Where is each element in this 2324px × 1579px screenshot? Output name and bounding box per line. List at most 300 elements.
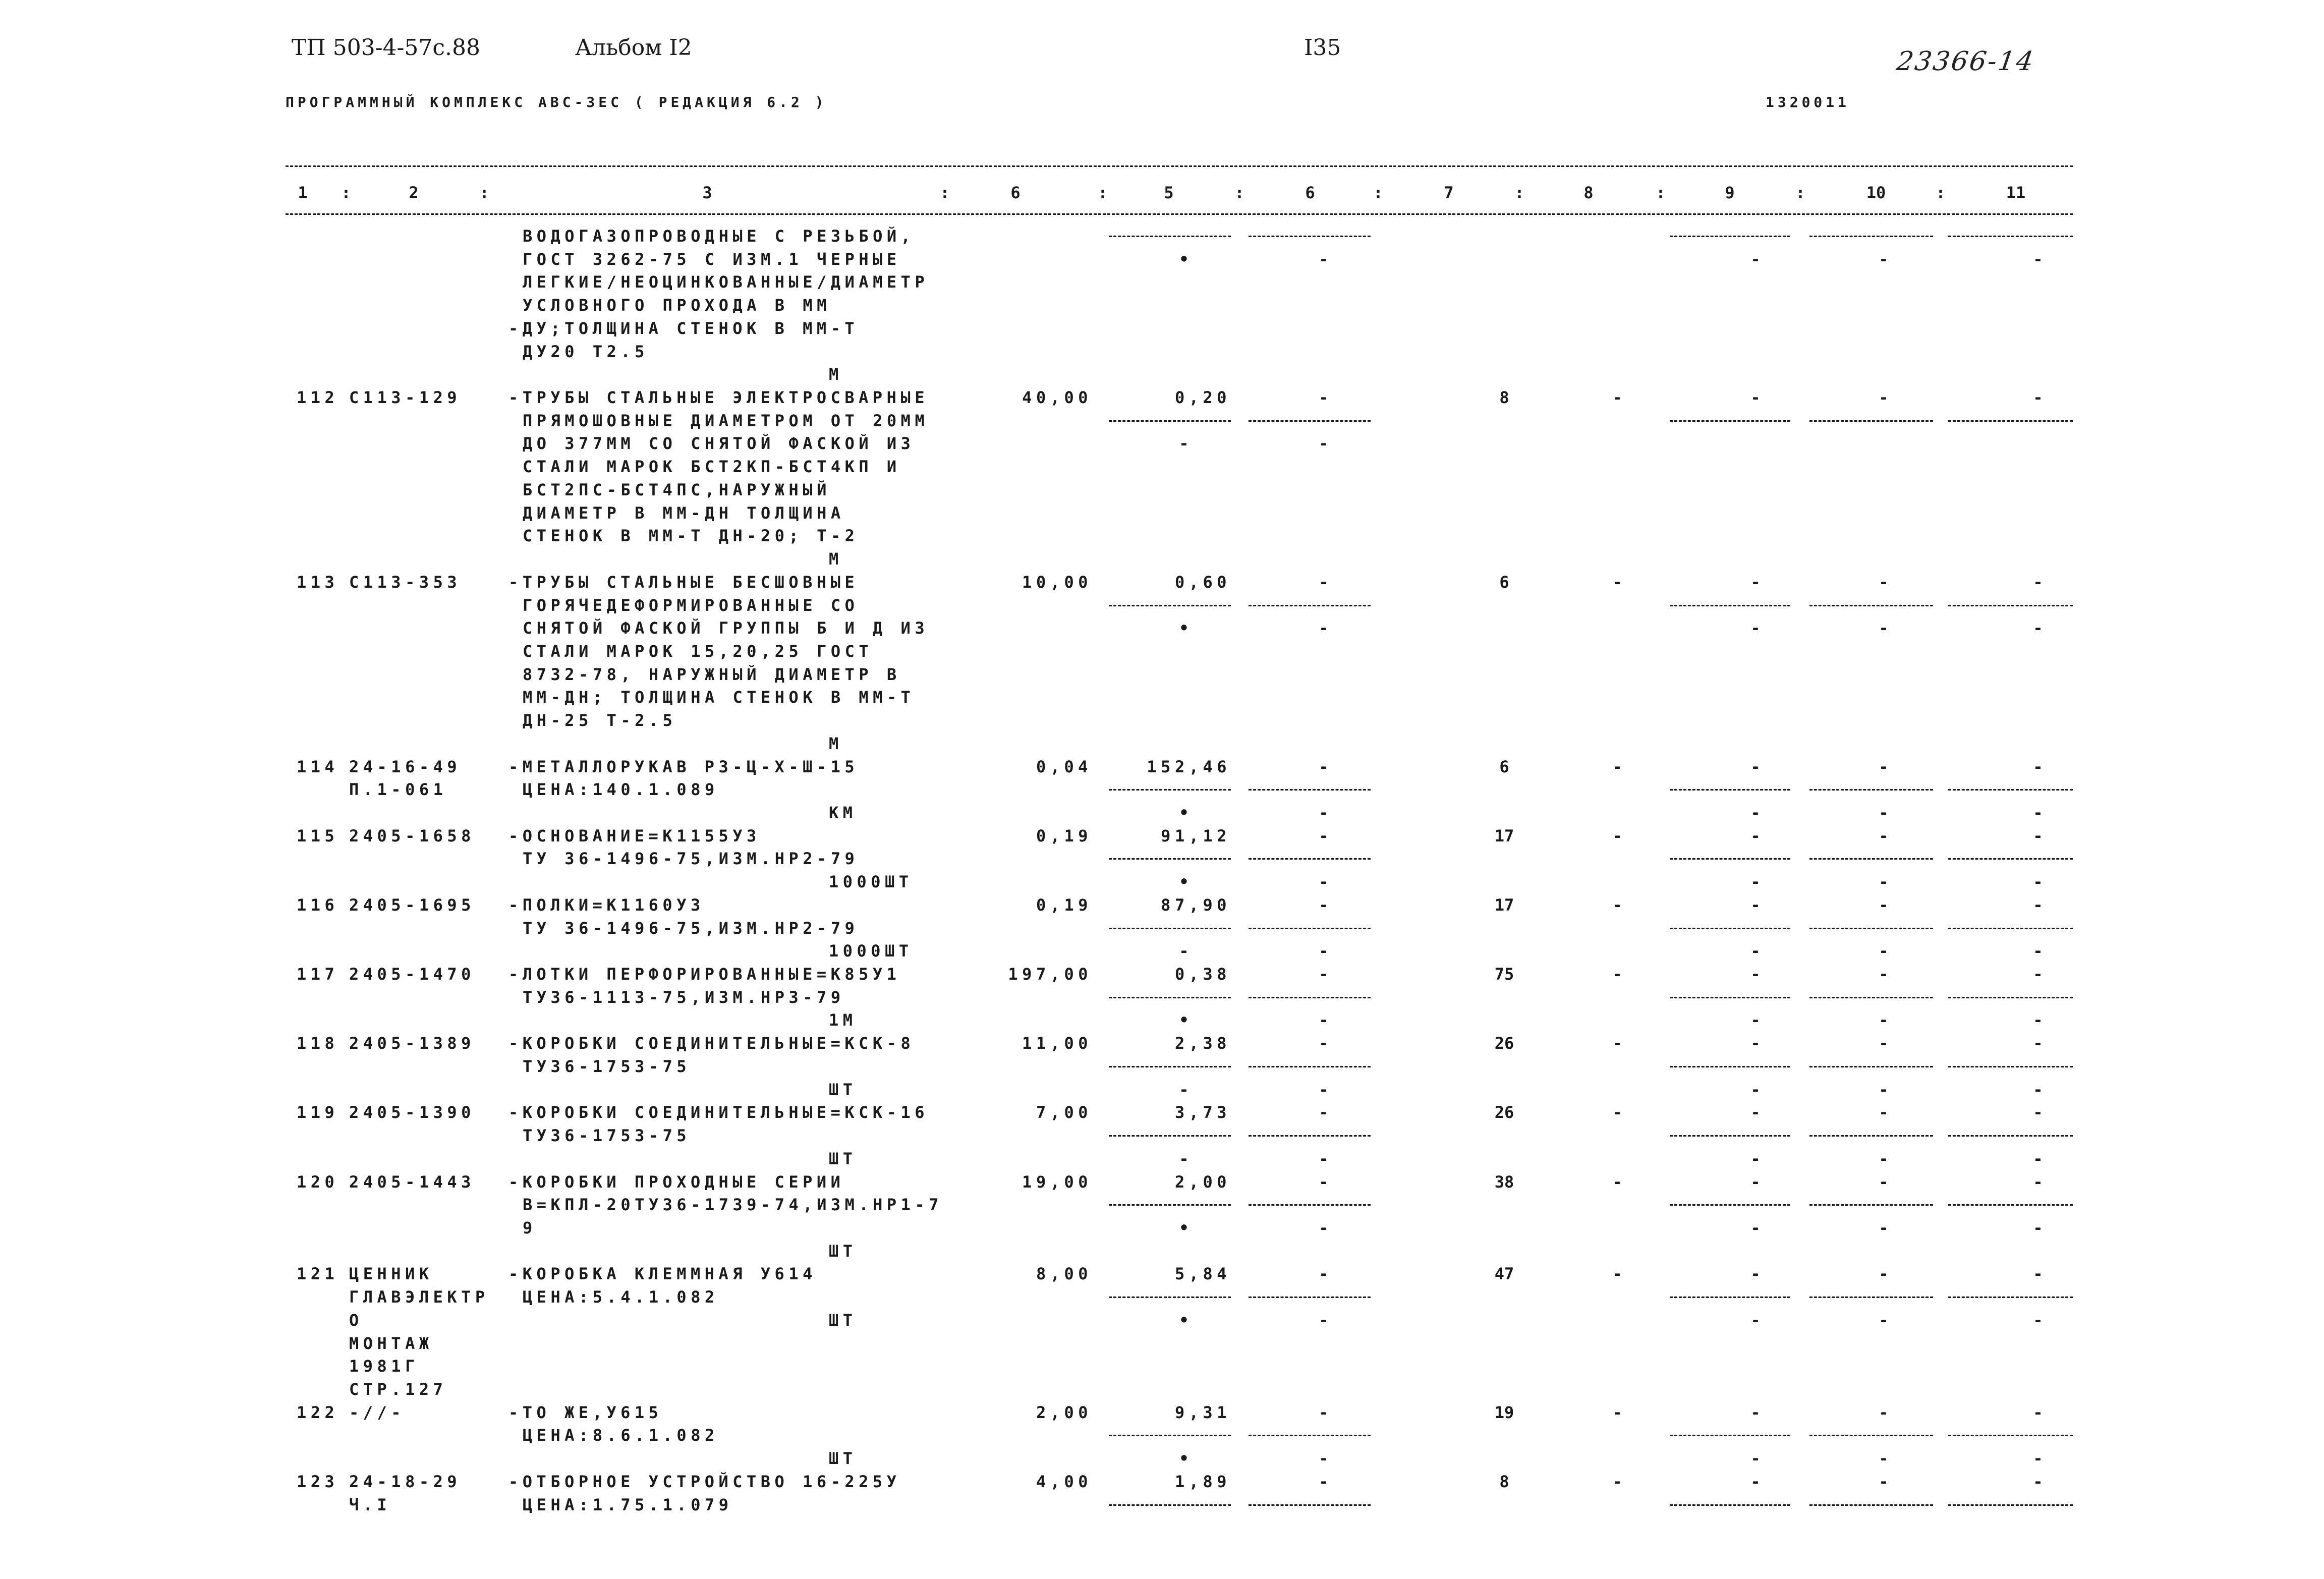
col12-cell: - bbox=[2033, 1149, 2043, 1168]
item-code: С113-129 bbox=[349, 388, 462, 408]
col6-cell: - bbox=[1319, 1034, 1329, 1053]
col9-cell: - bbox=[1612, 1034, 1622, 1053]
col11-cell: - bbox=[1879, 1010, 1889, 1030]
col11-cell: - bbox=[1879, 1034, 1889, 1053]
col12-cell: - bbox=[2033, 388, 2043, 408]
col10-cell: - bbox=[1750, 249, 1761, 269]
col11-cell: - bbox=[1879, 757, 1889, 776]
item-description: БСТ2ПС-БСТ4ПС,НАРУЖНЫЙ bbox=[523, 480, 831, 499]
item-description: -КОРОБКИ ПРОХОДНЫЕ СЕРИИ bbox=[508, 1172, 845, 1192]
dashed-separator bbox=[1809, 858, 1933, 860]
unit-of-measure: ШТ bbox=[829, 1080, 857, 1099]
dashed-separator bbox=[1948, 1296, 2073, 1298]
item-description: СТЕНОК В ММ-Т ДН-20; Т-2 bbox=[523, 526, 859, 546]
unit-of-measure: ШТ bbox=[829, 1149, 857, 1168]
col12-cell: - bbox=[2033, 895, 2043, 915]
dashed-separator bbox=[1109, 1435, 1231, 1436]
item-description: ПРЯМОШОВНЫЕ ДИАМЕТРОМ ОТ 20ММ bbox=[523, 411, 929, 430]
col8-cell: 75 bbox=[1494, 965, 1514, 984]
dashed-separator bbox=[1670, 1066, 1790, 1067]
item-code: СТР.127 bbox=[349, 1380, 447, 1399]
item-description: ТУ 36-1496-75,ИЗМ.НР2-79 bbox=[523, 918, 859, 938]
dashed-separator bbox=[1670, 420, 1790, 422]
dashed-separator bbox=[1109, 236, 1231, 237]
col10-cell: - bbox=[1750, 1103, 1761, 1122]
column-header-7: 7 bbox=[1444, 183, 1454, 202]
item-code: ГЛАВЭЛЕКТР bbox=[349, 1287, 489, 1307]
col5-marker: • bbox=[1179, 1310, 1189, 1330]
col5-marker: • bbox=[1179, 249, 1189, 269]
col8-cell: 19 bbox=[1494, 1402, 1514, 1422]
col10-cell: - bbox=[1750, 757, 1761, 776]
col9-cell: - bbox=[1612, 826, 1622, 845]
quantity-cell: 8,00 bbox=[1036, 1264, 1092, 1284]
col11-cell: - bbox=[1879, 803, 1889, 822]
col11-cell: - bbox=[1879, 826, 1889, 845]
dashed-separator bbox=[1948, 928, 2073, 929]
dashed-separator bbox=[1948, 1066, 2073, 1067]
item-description: -ОСНОВАНИЕ=К1155У3 bbox=[508, 826, 761, 845]
col12-cell: - bbox=[2033, 757, 2043, 776]
column-separator: : bbox=[1936, 183, 1946, 202]
dashed-separator bbox=[1948, 236, 2073, 237]
col6-cell: - bbox=[1319, 1402, 1329, 1422]
col11-cell: - bbox=[1879, 1172, 1889, 1192]
col5-marker: - bbox=[1179, 941, 1189, 961]
item-number: 121 bbox=[297, 1264, 339, 1284]
item-code: С113-353 bbox=[349, 572, 462, 592]
col12-cell: - bbox=[2033, 1034, 2043, 1053]
col6-cell: - bbox=[1319, 249, 1329, 269]
col10-cell: - bbox=[1750, 1218, 1761, 1237]
price-cell: 152,46 bbox=[1147, 757, 1231, 776]
col12-cell: - bbox=[2033, 572, 2043, 592]
column-separator: : bbox=[1373, 183, 1383, 202]
item-description: -КОРОБКИ СОЕДИНИТЕЛЬНЫЕ=КСК-16 bbox=[508, 1103, 929, 1122]
item-description: ДИАМЕТР В ММ-ДН ТОЛЩИНА bbox=[523, 503, 845, 523]
dashed-separator bbox=[1109, 1504, 1231, 1506]
dashed-separator bbox=[1249, 1435, 1371, 1436]
col12-cell: - bbox=[2033, 965, 2043, 984]
dashed-separator bbox=[1109, 997, 1231, 998]
item-description: СНЯТОЙ ФАСКОЙ ГРУППЫ Б И Д ИЗ bbox=[523, 618, 929, 638]
price-cell: 5,84 bbox=[1174, 1264, 1231, 1284]
quantity-cell: 0,19 bbox=[1036, 895, 1092, 915]
item-description: ТУ36-1753-75 bbox=[523, 1126, 691, 1146]
col10-cell: - bbox=[1750, 826, 1761, 845]
col12-cell: - bbox=[2033, 1264, 2043, 1284]
col12-cell: - bbox=[2033, 1103, 2043, 1122]
col11-cell: - bbox=[1879, 618, 1889, 638]
dashed-separator bbox=[1670, 928, 1790, 929]
item-code: 2405-1390 bbox=[349, 1103, 475, 1122]
item-number: 117 bbox=[297, 965, 339, 984]
col9-cell: - bbox=[1612, 1103, 1622, 1122]
dashed-separator bbox=[1109, 1135, 1231, 1137]
item-number: 113 bbox=[297, 572, 339, 592]
item-description: -ТО ЖЕ,У615 bbox=[508, 1402, 663, 1422]
quantity-cell: 197,00 bbox=[1008, 965, 1092, 984]
quantity-cell: 7,00 bbox=[1036, 1103, 1092, 1122]
col6-cell: - bbox=[1319, 1472, 1329, 1491]
col6-cell: - bbox=[1319, 803, 1329, 822]
dashed-separator bbox=[1809, 605, 1933, 606]
item-code: МОНТАЖ bbox=[349, 1333, 433, 1353]
col5-marker: • bbox=[1179, 1010, 1189, 1030]
price-cell: 1,89 bbox=[1174, 1472, 1231, 1491]
col6-cell: - bbox=[1319, 965, 1329, 984]
col12-cell: - bbox=[2033, 1218, 2043, 1237]
col8-cell: 8 bbox=[1499, 1472, 1509, 1491]
col11-cell: - bbox=[1879, 965, 1889, 984]
item-description: ДН-25 Т-2.5 bbox=[523, 711, 677, 730]
col5-marker: • bbox=[1179, 1449, 1189, 1469]
item-description: -ОТБОРНОЕ УСТРОЙСТВО 16-225У bbox=[508, 1472, 901, 1491]
column-header-5: 5 bbox=[1164, 183, 1174, 202]
item-code: 24-16-49 bbox=[349, 757, 462, 776]
dashed-separator bbox=[1809, 420, 1933, 422]
item-number: 120 bbox=[297, 1172, 339, 1192]
col12-cell: - bbox=[2033, 803, 2043, 822]
dashed-separator bbox=[1109, 858, 1231, 860]
dashed-separator bbox=[1109, 420, 1231, 422]
item-description: В=КПЛ-20ТУ36-1739-74,ИЗМ.НР1-7 bbox=[523, 1195, 943, 1215]
col6-cell: - bbox=[1319, 572, 1329, 592]
column-header-11: 11 bbox=[2006, 183, 2026, 202]
col9-cell: - bbox=[1612, 757, 1622, 776]
dashed-separator bbox=[1249, 997, 1371, 998]
item-description: УСЛОВНОГО ПРОХОДА В ММ bbox=[523, 296, 831, 315]
col5-marker: - bbox=[1179, 1149, 1189, 1168]
dashed-separator bbox=[1670, 1435, 1790, 1436]
col11-cell: - bbox=[1879, 941, 1889, 961]
handwritten-number: 23366-14 bbox=[1894, 46, 2037, 77]
item-number: 118 bbox=[297, 1034, 339, 1053]
quantity-cell: 2,00 bbox=[1036, 1402, 1092, 1422]
item-description: ЦЕНА:140.1.089 bbox=[523, 780, 719, 800]
col10-cell: - bbox=[1750, 872, 1761, 892]
dashed-separator bbox=[1249, 858, 1371, 860]
dashed-separator bbox=[1809, 1135, 1933, 1137]
col11-cell: - bbox=[1879, 1218, 1889, 1237]
dashed-separator bbox=[1249, 605, 1371, 606]
item-code: -//- bbox=[349, 1402, 406, 1422]
col9-cell: - bbox=[1612, 965, 1622, 984]
dashed-separator bbox=[1809, 789, 1933, 791]
item-description: ЦЕНА:1.75.1.079 bbox=[523, 1495, 733, 1514]
col11-cell: - bbox=[1879, 249, 1889, 269]
program-code: 1320011 bbox=[1766, 94, 1850, 110]
column-separator: : bbox=[341, 183, 351, 202]
col12-cell: - bbox=[2033, 1080, 2043, 1099]
item-code: 2405-1658 bbox=[349, 826, 475, 845]
dashed-separator bbox=[1249, 420, 1371, 422]
col12-cell: - bbox=[2033, 872, 2043, 892]
col12-cell: - bbox=[2033, 1310, 2043, 1330]
col5-marker: • bbox=[1179, 872, 1189, 892]
col9-cell: - bbox=[1612, 1402, 1622, 1422]
col6-cell: - bbox=[1319, 434, 1329, 454]
dashed-separator bbox=[1809, 928, 1933, 929]
col6-cell: - bbox=[1319, 388, 1329, 408]
item-description: ТУ36-1753-75 bbox=[523, 1056, 691, 1076]
page-number: I35 bbox=[1304, 35, 1341, 61]
item-description: -МЕТАЛЛОРУКАВ РЗ-Ц-Х-Ш-15 bbox=[508, 757, 859, 776]
column-separator: : bbox=[1656, 183, 1666, 202]
program-title: ПРОГРАММНЫЙ КОМПЛЕКС АВС-ЗЕС ( РЕДАКЦИЯ 6.2 ) bbox=[286, 94, 827, 110]
item-description: ДО 377ММ СО СНЯТОЙ ФАСКОЙ ИЗ bbox=[523, 434, 915, 454]
col6-cell: - bbox=[1319, 757, 1329, 776]
price-cell: 0,20 bbox=[1174, 388, 1231, 408]
col10-cell: - bbox=[1750, 1472, 1761, 1491]
dashed-separator bbox=[1948, 605, 2073, 606]
col10-cell: - bbox=[1750, 388, 1761, 408]
col10-cell: - bbox=[1750, 1310, 1761, 1330]
col10-cell: - bbox=[1750, 1149, 1761, 1168]
col11-cell: - bbox=[1879, 1149, 1889, 1168]
col8-cell: 47 bbox=[1494, 1264, 1514, 1284]
col10-cell: - bbox=[1750, 803, 1761, 822]
item-description: ММ-ДН; ТОЛЩИНА СТЕНОК В ММ-Т bbox=[523, 688, 915, 707]
item-description: ТУ36-1113-75,ИЗМ.НР3-79 bbox=[523, 987, 845, 1007]
item-description: СТАЛИ МАРОК 15,20,25 ГОСТ bbox=[523, 641, 873, 661]
item-code: 1981Г bbox=[349, 1357, 419, 1376]
column-header-4: 6 bbox=[1010, 183, 1021, 202]
item-description: СТАЛИ МАРОК БСТ2КП-БСТ4КП И bbox=[523, 457, 901, 477]
item-description: ГОРЯЧЕДЕФОРМИРОВАННЫЕ СО bbox=[523, 595, 859, 615]
col6-cell: - bbox=[1319, 1449, 1329, 1469]
col12-cell: - bbox=[2033, 1010, 2043, 1030]
item-description: ЛЕГКИЕ/НЕОЦИНКОВАННЫЕ/ДИАМЕТР bbox=[523, 272, 929, 292]
col9-cell: - bbox=[1612, 1472, 1622, 1491]
col6-cell: - bbox=[1319, 1310, 1329, 1330]
dashed-separator bbox=[1670, 1504, 1790, 1506]
table-top-rule bbox=[286, 165, 2073, 167]
col10-cell: - bbox=[1750, 895, 1761, 915]
price-cell: 3,73 bbox=[1174, 1103, 1231, 1122]
price-cell: 91,12 bbox=[1161, 826, 1231, 845]
item-description: ЦЕНА:5.4.1.082 bbox=[523, 1287, 719, 1307]
col6-cell: - bbox=[1319, 1172, 1329, 1192]
quantity-cell: 40,00 bbox=[1022, 388, 1092, 408]
dashed-separator bbox=[1670, 236, 1790, 237]
dashed-separator bbox=[1249, 928, 1371, 929]
col8-cell: 17 bbox=[1494, 826, 1514, 845]
item-description: -КОРОБКА КЛЕММНАЯ У614 bbox=[508, 1264, 817, 1284]
price-cell: 9,31 bbox=[1174, 1402, 1231, 1422]
item-number: 114 bbox=[297, 757, 339, 776]
item-code: ЦЕННИК bbox=[349, 1264, 433, 1284]
item-description: -ЛОТКИ ПЕРФОРИРОВАННЫЕ=К85У1 bbox=[508, 965, 901, 984]
col10-cell: - bbox=[1750, 1402, 1761, 1422]
col5-marker: • bbox=[1179, 1218, 1189, 1237]
item-description: ТУ 36-1496-75,ИЗМ.НР2-79 bbox=[523, 849, 859, 869]
item-code: 24-18-29 bbox=[349, 1472, 462, 1491]
price-cell: 2,38 bbox=[1174, 1034, 1231, 1053]
col6-cell: - bbox=[1319, 1103, 1329, 1122]
col6-cell: - bbox=[1319, 1010, 1329, 1030]
dashed-separator bbox=[1809, 236, 1933, 237]
col8-cell: 26 bbox=[1494, 1103, 1514, 1122]
column-header-2: 2 bbox=[409, 183, 419, 202]
dashed-separator bbox=[1670, 1204, 1790, 1206]
quantity-cell: 0,19 bbox=[1036, 826, 1092, 845]
unit-of-measure: ШТ bbox=[829, 1310, 857, 1330]
item-number: 115 bbox=[297, 826, 339, 845]
col8-cell: 17 bbox=[1494, 895, 1514, 915]
price-cell: 0,38 bbox=[1174, 965, 1231, 984]
price-cell: 0,60 bbox=[1174, 572, 1231, 592]
dashed-separator bbox=[1809, 1066, 1933, 1067]
col10-cell: - bbox=[1750, 1010, 1761, 1030]
unit-of-measure: ШТ bbox=[829, 1449, 857, 1469]
column-separator: : bbox=[1795, 183, 1805, 202]
col6-cell: - bbox=[1319, 895, 1329, 915]
col11-cell: - bbox=[1879, 572, 1889, 592]
col10-cell: - bbox=[1750, 941, 1761, 961]
dashed-separator bbox=[1809, 1435, 1933, 1436]
item-number: 116 bbox=[297, 895, 339, 915]
col9-cell: - bbox=[1612, 1172, 1622, 1192]
column-separator: : bbox=[1234, 183, 1244, 202]
col12-cell: - bbox=[2033, 826, 2043, 845]
col11-cell: - bbox=[1879, 895, 1889, 915]
dashed-separator bbox=[1809, 997, 1933, 998]
dashed-separator bbox=[1670, 858, 1790, 860]
col5-marker: • bbox=[1179, 618, 1189, 638]
column-header-3: 3 bbox=[702, 183, 712, 202]
dashed-separator bbox=[1109, 605, 1231, 606]
price-cell: 2,00 bbox=[1174, 1172, 1231, 1192]
dashed-separator bbox=[1670, 997, 1790, 998]
col5-marker: - bbox=[1179, 1080, 1189, 1099]
column-separator: : bbox=[1098, 183, 1108, 202]
col10-cell: - bbox=[1750, 965, 1761, 984]
unit-of-measure: М bbox=[829, 734, 843, 753]
quantity-cell: 0,04 bbox=[1036, 757, 1092, 776]
item-description: -ТРУБЫ СТАЛЬНЫЕ ЭЛЕКТРОСВАРНЫЕ bbox=[508, 388, 929, 408]
item-number: 122 bbox=[297, 1402, 339, 1422]
dashed-separator bbox=[1948, 789, 2073, 791]
col11-cell: - bbox=[1879, 1080, 1889, 1099]
dashed-separator bbox=[1948, 1435, 2073, 1436]
column-header-10: 10 bbox=[1866, 183, 1886, 202]
table-header-rule bbox=[286, 213, 2073, 215]
column-header-9: 9 bbox=[1725, 183, 1735, 202]
col9-cell: - bbox=[1612, 895, 1622, 915]
dashed-separator bbox=[1809, 1204, 1933, 1206]
dashed-separator bbox=[1249, 1296, 1371, 1298]
quantity-cell: 4,00 bbox=[1036, 1472, 1092, 1491]
column-separator: : bbox=[940, 183, 950, 202]
unit-of-measure: ШТ bbox=[829, 1241, 857, 1261]
unit-of-measure: 1000ШТ bbox=[829, 872, 913, 892]
unit-of-measure: М bbox=[829, 549, 843, 569]
item-number: 119 bbox=[297, 1103, 339, 1122]
col10-cell: - bbox=[1750, 1034, 1761, 1053]
col9-cell: - bbox=[1612, 572, 1622, 592]
col11-cell: - bbox=[1879, 1472, 1889, 1491]
unit-of-measure: КМ bbox=[829, 803, 857, 822]
item-code: О bbox=[349, 1310, 363, 1330]
unit-of-measure: 1М bbox=[829, 1010, 857, 1030]
quantity-cell: 11,00 bbox=[1022, 1034, 1092, 1053]
item-description: ГОСТ 3262-75 С ИЗМ.1 ЧЕРНЫЕ bbox=[523, 249, 901, 269]
item-code: Ч.I bbox=[349, 1495, 391, 1514]
item-description: ВОДОГАЗОПРОВОДНЫЕ С РЕЗЬБОЙ, bbox=[523, 227, 915, 246]
quantity-cell: 19,00 bbox=[1022, 1172, 1092, 1192]
dashed-separator bbox=[1948, 420, 2073, 422]
col6-cell: - bbox=[1319, 941, 1329, 961]
dashed-separator bbox=[1670, 1135, 1790, 1137]
col6-cell: - bbox=[1319, 1218, 1329, 1237]
item-description: -ДУ;ТОЛЩИНА СТЕНОК В ММ-Т bbox=[508, 318, 859, 338]
item-code: 2405-1470 bbox=[349, 965, 475, 984]
col12-cell: - bbox=[2033, 1172, 2043, 1192]
col5-marker: • bbox=[1179, 803, 1189, 822]
dashed-separator bbox=[1109, 1066, 1231, 1067]
item-code: П.1-061 bbox=[349, 780, 447, 800]
col11-cell: - bbox=[1879, 872, 1889, 892]
dashed-separator bbox=[1670, 1296, 1790, 1298]
column-separator: : bbox=[1514, 183, 1524, 202]
col11-cell: - bbox=[1879, 388, 1889, 408]
item-code: 2405-1443 bbox=[349, 1172, 475, 1192]
dashed-separator bbox=[1948, 858, 2073, 860]
col8-cell: 8 bbox=[1499, 388, 1509, 408]
dashed-separator bbox=[1109, 1204, 1231, 1206]
unit-of-measure: 1000ШТ bbox=[829, 941, 913, 961]
dashed-separator bbox=[1249, 789, 1371, 791]
col8-cell: 26 bbox=[1494, 1034, 1514, 1053]
item-number: 112 bbox=[297, 388, 339, 408]
item-code: 2405-1389 bbox=[349, 1034, 475, 1053]
unit-of-measure: М bbox=[829, 365, 843, 384]
item-description: -ТРУБЫ СТАЛЬНЫЕ БЕСШОВНЫЕ bbox=[508, 572, 859, 592]
dashed-separator bbox=[1109, 1296, 1231, 1298]
col6-cell: - bbox=[1319, 1149, 1329, 1168]
col12-cell: - bbox=[2033, 618, 2043, 638]
col12-cell: - bbox=[2033, 1472, 2043, 1491]
item-description: 8732-78, НАРУЖНЫЙ ДИАМЕТР В bbox=[523, 664, 901, 684]
dashed-separator bbox=[1109, 928, 1231, 929]
col12-cell: - bbox=[2033, 249, 2043, 269]
dashed-separator bbox=[1670, 789, 1790, 791]
dashed-separator bbox=[1249, 236, 1371, 237]
column-header-6: 6 bbox=[1305, 183, 1315, 202]
item-description: -КОРОБКИ СОЕДИНИТЕЛЬНЫЕ=КСК-8 bbox=[508, 1034, 915, 1053]
col12-cell: - bbox=[2033, 1449, 2043, 1469]
col11-cell: - bbox=[1879, 1264, 1889, 1284]
quantity-cell: 10,00 bbox=[1022, 572, 1092, 592]
dashed-separator bbox=[1249, 1135, 1371, 1137]
item-description: -ПОЛКИ=К1160У3 bbox=[508, 895, 705, 915]
dashed-separator bbox=[1948, 1135, 2073, 1137]
dashed-separator bbox=[1809, 1504, 1933, 1506]
col12-cell: - bbox=[2033, 1402, 2043, 1422]
dashed-separator bbox=[1809, 1296, 1933, 1298]
col11-cell: - bbox=[1879, 1310, 1889, 1330]
col10-cell: - bbox=[1750, 1172, 1761, 1192]
col5-marker: - bbox=[1179, 434, 1189, 454]
col9-cell: - bbox=[1612, 388, 1622, 408]
item-description: 9 bbox=[523, 1218, 537, 1237]
col6-cell: - bbox=[1319, 826, 1329, 845]
col10-cell: - bbox=[1750, 1449, 1761, 1469]
col11-cell: - bbox=[1879, 1449, 1889, 1469]
item-description: ДУ20 Т2.5 bbox=[523, 342, 649, 361]
col6-cell: - bbox=[1319, 618, 1329, 638]
